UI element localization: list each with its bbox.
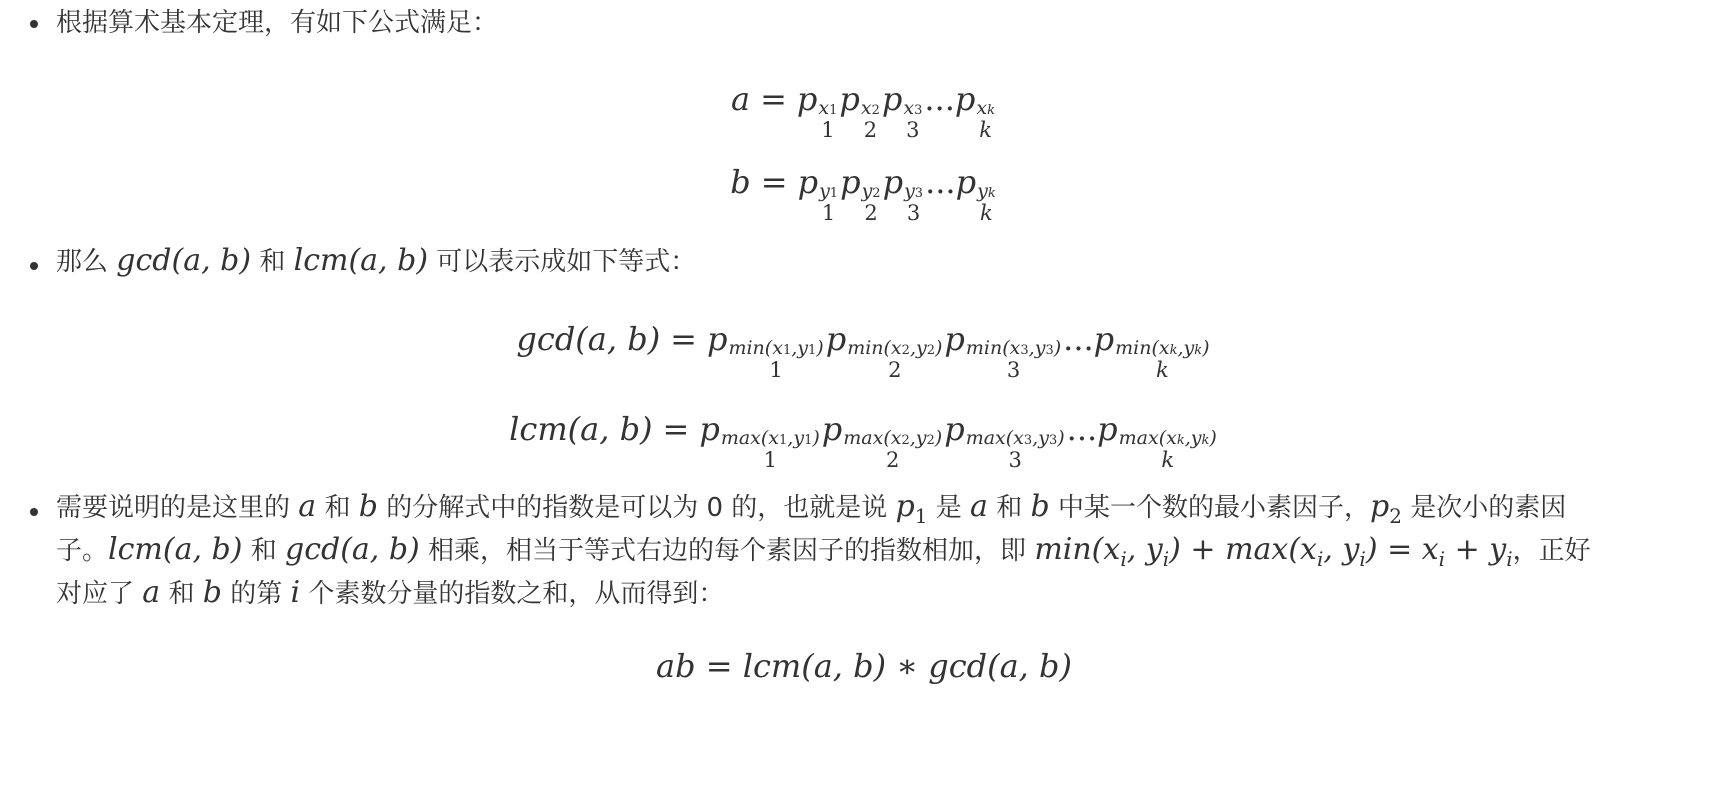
bullet-2-gcd: gcd(a, b) — [116, 243, 252, 278]
bullet-2-part-3: 可以表示成如下等式： — [436, 247, 697, 277]
equation-gcd: gcd(a, b) = p min(x1,y1) 1 p min(x2,y2) 2 p min(x3,y3) 3 ...p min(xk,yk) k — [516, 320, 1210, 382]
eq-lcm-dots: ... — [1066, 410, 1098, 448]
b3-lcm: lcm(a, b) — [108, 532, 243, 567]
b3-l1-part-3: 是 — [935, 493, 962, 523]
bullet-3-line-1 — [56, 490, 1566, 533]
eq-a-dots: ... — [924, 80, 955, 118]
eq-b-op: = — [760, 163, 788, 201]
equation-final — [0, 647, 1728, 685]
eq-a-op: = — [760, 80, 787, 118]
b3-var-b-2: b — [1030, 489, 1050, 524]
b3-l2-part-3: ，正好 — [1512, 536, 1591, 566]
b3-he-1: 和 — [324, 493, 351, 523]
eq-final-text: ab = lcm(a, b) ∗ gcd(a, b) — [656, 647, 1072, 685]
eq-lcm-lhs: lcm(a, b) — [509, 410, 653, 448]
b3-p2: $p_2$ — [1369, 489, 1402, 528]
eq-gcd-lhs: gcd(a, b) — [516, 320, 661, 358]
b3-var-i: i — [290, 575, 301, 610]
bullet-1-label: 根据算术基本定理，有如下公式满足： — [56, 8, 499, 38]
b3-he-4: 和 — [168, 579, 195, 609]
eq-a-lhs: a — [731, 80, 751, 118]
b3-var-a-3: a — [142, 575, 161, 610]
b3-l2-part-1: 子。 — [56, 536, 109, 566]
bullet-2-part-1: 那么 — [56, 247, 109, 277]
eq-gcd-op: = — [670, 320, 697, 358]
bullet-dot-3 — [30, 508, 38, 516]
b3-var-b: b — [358, 489, 378, 524]
equation-a: a = p x1 1 p x2 2 p x3 3 ...p xk k — [731, 80, 995, 142]
b3-l1-part-1: 需要说明的是这里的 — [56, 493, 291, 523]
bullet-1-text — [56, 6, 498, 40]
bullet-2-lcm: lcm(a, b) — [293, 243, 429, 278]
b3-l3-part-2: 的第 — [230, 579, 283, 609]
bullet-2-text — [56, 244, 696, 279]
eq-lcm-op: = — [662, 410, 690, 448]
b3-p1: $p_1$ — [895, 489, 928, 528]
eq-b-dots: ... — [925, 163, 956, 201]
b3-he-3: 和 — [250, 536, 277, 566]
bullet-2-part-2: 和 — [259, 247, 286, 277]
b3-l1-part-5: 是次小的素因 — [1410, 493, 1567, 523]
b3-var-a-2: a — [970, 489, 988, 524]
bullet-3-line-2 — [56, 533, 1591, 576]
b3-var-b-3: b — [202, 575, 222, 610]
bullet-dot-1 — [30, 20, 38, 28]
eq-b-lhs: b — [730, 163, 751, 201]
b3-minmax-formula: $\min(x_i$, $y_i) + \max(x_i$, $y_i) = x_i + y_i$ — [1034, 532, 1513, 571]
eq-gcd-dots: ... — [1063, 320, 1094, 358]
b3-l3-part-3: 个素数分量的指数之和，从而得到： — [308, 579, 725, 609]
b3-l1-part-2: 的分解式中的指数是可以为 0 的，也就是说 — [386, 493, 888, 523]
equation-b: b = p y1 1 p y2 2 p y3 3 ...p yk k — [730, 163, 996, 225]
b3-l2-part-2: 相乘，相当于等式右边的每个素因子的指数相加，即 — [428, 536, 1027, 566]
bullet-dot-2 — [30, 262, 38, 270]
equation-lcm: lcm(a, b) = p max(x1,y1) 1 p max(x2,y2) 2 p max(x3,y3) 3 ...p max(xk,yk) k — [509, 410, 1217, 472]
b3-he-2: 和 — [996, 493, 1023, 523]
bullet-3-line-3 — [56, 576, 724, 611]
b3-l1-part-4: 中某一个数的最小素因子， — [1057, 493, 1370, 523]
b3-l3-part-1: 对应了 — [56, 579, 135, 609]
b3-var-a: a — [298, 489, 317, 524]
b3-gcd: gcd(a, b) — [284, 532, 420, 567]
